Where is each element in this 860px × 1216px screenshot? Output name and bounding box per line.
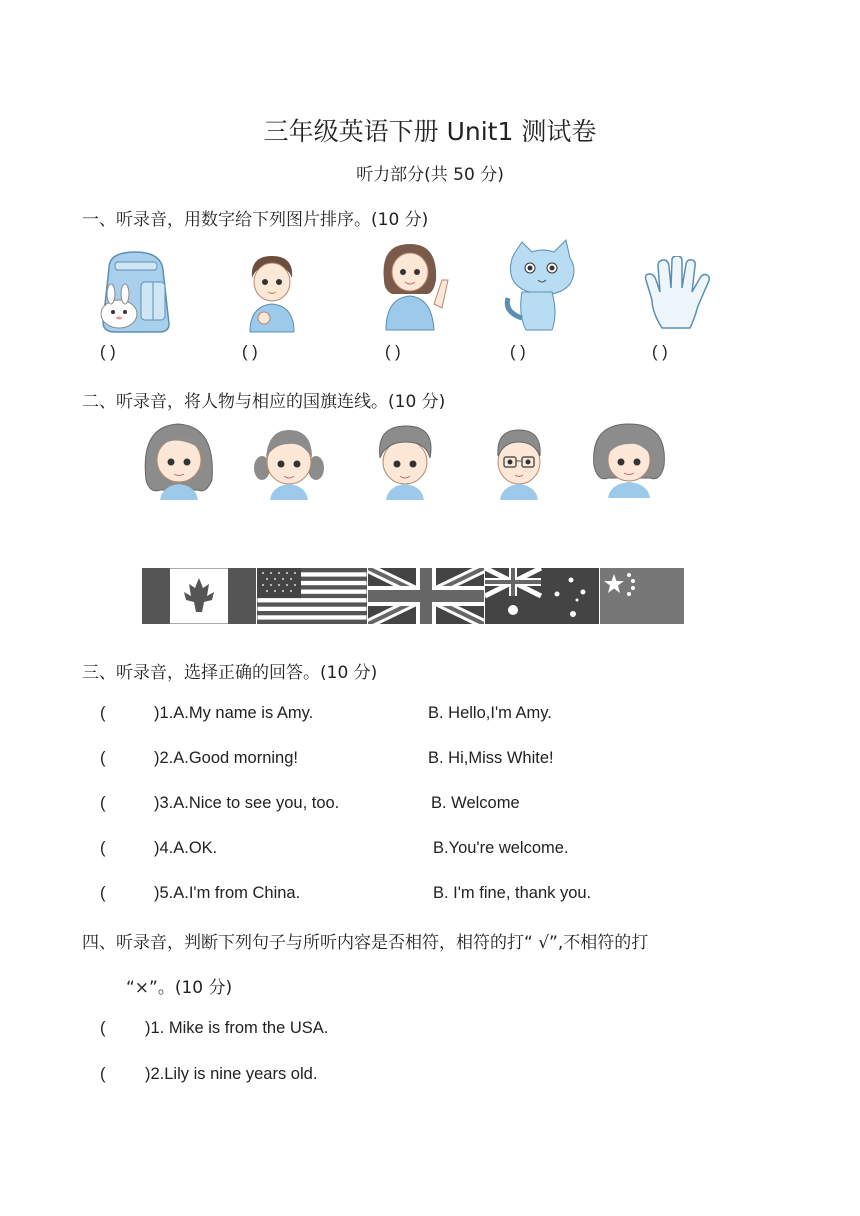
- blank-4[interactable]: ( ): [510, 343, 526, 361]
- blank-1[interactable]: ( ): [100, 343, 116, 361]
- blank-5[interactable]: ( ): [652, 343, 668, 361]
- q3-4-option-b: B.You're welcome.: [433, 839, 569, 857]
- china-flag: [600, 568, 684, 624]
- girl-long-hair-icon: [140, 420, 218, 500]
- page-title: 三年级英语下册 Unit1 测试卷: [263, 117, 597, 146]
- q4-1-text: )1. Mike is from the USA.: [145, 1019, 329, 1037]
- girl-pigtails-icon: [254, 424, 324, 500]
- q3-1-paren[interactable]: (: [100, 704, 106, 722]
- q4-2-text: )2.Lily is nine years old.: [145, 1065, 318, 1083]
- section3-heading: 三、听录音，选择正确的回答。(10 分): [82, 663, 378, 683]
- blank-2[interactable]: ( ): [242, 343, 258, 361]
- section2-heading: 二、听录音，将人物与相应的国旗连线。(10 分): [82, 392, 446, 412]
- q3-4-option-a: )4.A.OK.: [154, 839, 218, 857]
- section1-heading: 一、听录音，用数字给下列图片排序。(10 分): [82, 210, 429, 230]
- q3-2-option-a: )2.A.Good morning!: [154, 749, 298, 767]
- canada-flag: [142, 568, 256, 624]
- q3-4-paren[interactable]: (: [100, 839, 106, 857]
- boy-icon: [240, 252, 304, 334]
- q3-2-paren[interactable]: (: [100, 749, 106, 767]
- girl-waving-icon: [378, 240, 454, 332]
- boy-glasses-icon: [486, 424, 552, 500]
- section4-heading-line2: “×”。(10 分): [126, 978, 233, 998]
- q3-1-option-a: )1.A.My name is Amy.: [154, 704, 314, 722]
- q3-3-paren[interactable]: (: [100, 794, 106, 812]
- q3-5-paren[interactable]: (: [100, 884, 106, 902]
- boy-curly-icon: [370, 422, 440, 500]
- q3-5-option-b: B. I'm fine, thank you.: [433, 884, 592, 902]
- section4-heading-line1: 四、听录音，判断下列句子与所听内容是否相符，相符的打“ √”,不相符的打: [82, 933, 649, 953]
- uk-flag: [368, 568, 484, 624]
- q3-3-option-b: B. Welcome: [431, 794, 520, 812]
- q3-1-option-b: B. Hello,I'm Amy.: [428, 704, 552, 722]
- cat-icon: [500, 238, 584, 334]
- usa-flag: [257, 568, 367, 624]
- q4-2-paren[interactable]: (: [100, 1065, 106, 1083]
- woman-curly-icon: [590, 420, 668, 498]
- q3-5-option-a: )5.A.I'm from China.: [154, 884, 301, 902]
- australia-flag: [485, 568, 599, 624]
- page-subtitle: 听力部分(共 50 分): [356, 165, 504, 185]
- hand-icon: [640, 256, 718, 330]
- school-bag-icon: [95, 248, 177, 334]
- q3-3-option-a: )3.A.Nice to see you, too.: [154, 794, 340, 812]
- q4-1-paren[interactable]: (: [100, 1019, 106, 1037]
- blank-3[interactable]: ( ): [385, 343, 401, 361]
- q3-2-option-b: B. Hi,Miss White!: [428, 749, 554, 767]
